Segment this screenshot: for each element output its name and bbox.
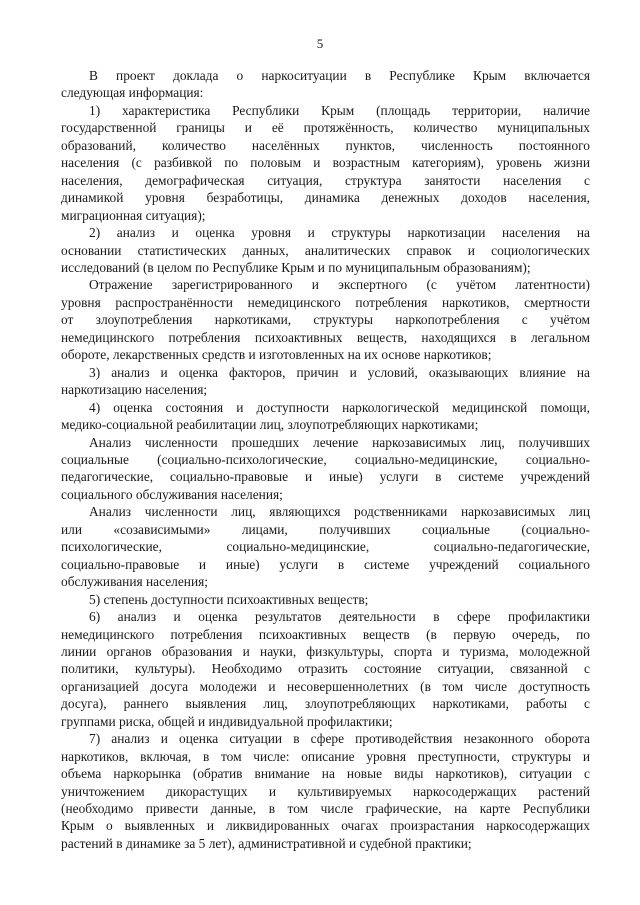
- text-line: политики, культуры). Необходимо отразить состояние ситуации, связанной с: [61, 661, 590, 677]
- text-line: или «созависимыми» лицами, получивших социальные (социально-: [61, 521, 590, 537]
- text-line: досуга), раннего выявления лиц, злоупотребляющих наркотиками, работы с: [61, 696, 590, 712]
- text-line: (необходимо привести данные, в том числе графические, на карте Республики: [61, 801, 590, 817]
- text-line: следующая информация:: [61, 85, 204, 101]
- text-line: 7) анализ и оценка ситуации в сфере противодействия незаконного оборота: [89, 731, 590, 747]
- text-line: государственной границы и её протяжённость, количество муниципальных: [61, 120, 590, 136]
- paragraph-item-4: [61, 399, 590, 434]
- text-line: 2) анализ и оценка уровня и структуры наркотизации населения на: [89, 225, 590, 241]
- text-line: уничтожением дикорастущих и культивируемых наркосодержащих растений: [61, 783, 590, 799]
- text-line: Отражение зарегистрированного и экспертного (с учётом латентности): [89, 277, 590, 293]
- text-line: психологические, социально-медицинские, социально-педагогические,: [61, 539, 590, 555]
- text-line: уровня распространённости немедицинского потребления наркотиков, смертности: [61, 294, 590, 310]
- text-line: основании статистических данных, аналитических справок и социологических: [61, 242, 590, 258]
- text-line: 5) степень доступности психоактивных веществ;: [89, 591, 369, 607]
- paragraph-item-6: [61, 608, 590, 730]
- paragraph-analysis-treated: [61, 434, 590, 504]
- paragraph-item-3: [61, 364, 590, 399]
- paragraph-item-7: [61, 730, 590, 852]
- text-line: социальные (социально-психологические, социально-медицинские, социально-: [61, 451, 590, 467]
- text-line: социально-правовые и иные) услуги в системе учреждений социального: [61, 556, 590, 572]
- paragraph-intro: [61, 67, 590, 102]
- text-line: линии органов образования и науки, физкультуры, спорта и туризма, молодежной: [61, 643, 590, 659]
- text-line: педагогические, социально-правовые и иные) услуги в системе учреждений: [61, 469, 590, 485]
- paragraph-analysis-relatives: [61, 503, 590, 590]
- text-line: социального обслуживания населения;: [61, 486, 283, 502]
- text-line: населения (с разбивкой по половым и возрастным категориям), уровень жизни: [61, 155, 590, 171]
- text-line: 1) характеристика Республики Крым (площадь территории, наличие: [89, 102, 590, 118]
- text-line: В проект доклада о наркоситуации в Республике Крым включается: [89, 68, 590, 83]
- text-line: динамикой уровня безработицы, динамика денежных доходов населения,: [61, 190, 590, 206]
- paragraph-item-1: [61, 102, 590, 224]
- text-line: миграционная ситуация);: [61, 207, 206, 223]
- text-line: наркотизацию населения;: [61, 382, 208, 398]
- paragraph-item-2: [61, 224, 590, 276]
- text-line: от злоупотребления наркотиками, структуры наркопотребления с учётом: [61, 312, 590, 328]
- text-line: наркотиков, включая, в том числе: описание уровня преступности, структуры и: [61, 748, 590, 764]
- paragraph-reflection: [61, 276, 590, 363]
- text-line: объема наркорынка (обратив внимание на новые виды наркотиков), ситуации с: [61, 766, 590, 782]
- text-line: 4) оценка состояния и доступности наркологической медицинской помощи,: [89, 399, 590, 415]
- text-line: Анализ численности прошедших лечение наркозависимых лиц, получивших: [89, 434, 590, 450]
- text-line: растений в динамике за 5 лет), административной и судебной практики;: [61, 835, 472, 851]
- text-line: группами риска, общей и индивидуальной профилактики;: [61, 713, 393, 729]
- text-line: организацией досуга молодежи и несовершеннолетних (в том числе доступность: [61, 678, 590, 694]
- text-line: 6) анализ и оценка результатов деятельности в сфере профилактики: [89, 609, 590, 625]
- text-line: обслуживания населения;: [61, 574, 208, 590]
- document-body: [61, 67, 590, 852]
- text-line: Анализ численности лиц, являющихся родственниками наркозависимых лиц: [89, 504, 590, 520]
- text-line: немедицинского потребления психоактивных веществ, находящихся в легальном: [61, 329, 590, 345]
- text-line: немедицинского потребления психоактивных веществ (в первую очередь, по: [61, 626, 590, 642]
- paragraph-item-5: [61, 591, 590, 608]
- text-line: образований, количество населённых пунктов, численность постоянного: [61, 137, 590, 153]
- page-number: 5: [316, 36, 324, 51]
- text-line: 3) анализ и оценка факторов, причин и условий, оказывающих влияние на: [89, 364, 590, 380]
- text-line: исследований (в целом по Республике Крым и по муниципальным образованиям);: [61, 259, 531, 275]
- text-line: медико-социальной реабилитации лиц, злоупотребляющих наркотиками;: [61, 417, 479, 433]
- text-line: населения, демографическая ситуация, структура занятости населения с: [61, 172, 590, 188]
- text-line: обороте, лекарственных средств и изготовленных на их основе наркотиков;: [61, 347, 492, 363]
- text-line: Крым о выявленных и ликвидированных очагах произрастания наркосодержащих: [61, 818, 590, 834]
